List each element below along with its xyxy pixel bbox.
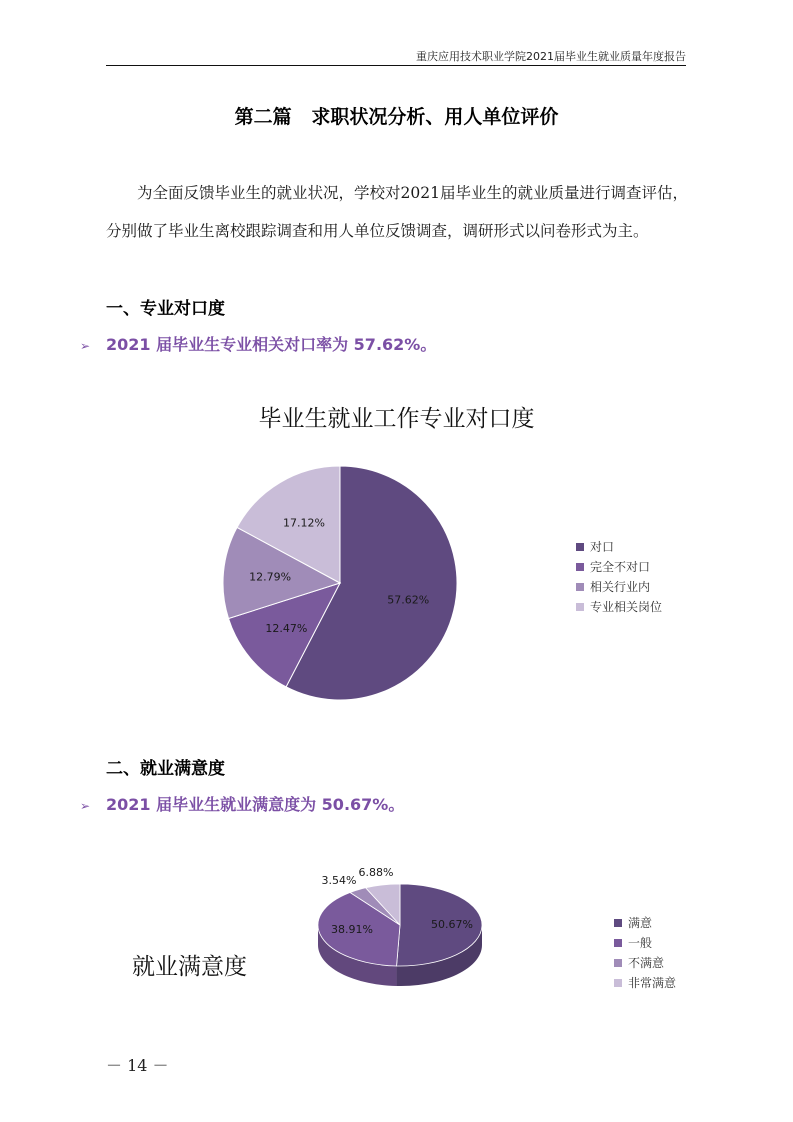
data-label-2: 12.79% (249, 570, 292, 584)
data-label-2-2: 3.54% (321, 874, 357, 887)
legend-entry-1-1: 完全不对口 (590, 560, 651, 574)
page-number: － 14 － (106, 1056, 169, 1075)
legend-entry-2-0: 满意 (628, 916, 653, 930)
legend-entry-1-3: 专业相关岗位 (590, 600, 663, 614)
arrow-right-icon: ➢ (80, 799, 91, 813)
section-heading-major-match: 一、专业对口度 (106, 299, 225, 319)
data-label-1: 12.47% (265, 622, 308, 636)
running-header: 重庆应用技术职业学院2021届毕业生就业质量年度报告 (416, 50, 686, 63)
data-label-2-1: 38.91% (331, 923, 373, 936)
legend-swatch-2-1 (614, 939, 622, 947)
chart-title-major-match: 毕业生就业工作专业对口度 (258, 406, 535, 432)
chapter-title: 第二篇 求职状况分析、用人单位评价 (234, 106, 559, 128)
legend-swatch-2-2 (614, 959, 622, 967)
section-heading-satisfaction: 二、就业满意度 (106, 759, 225, 779)
arrow-right-icon: ➢ (80, 339, 91, 353)
data-label-0: 57.62% (387, 593, 430, 607)
legend-swatch-1-2 (576, 583, 584, 591)
legend-swatch-1-1 (576, 563, 584, 571)
data-label-3: 17.12% (283, 516, 326, 530)
legend-entry-2-1: 一般 (628, 936, 653, 950)
legend-entry-2-2: 不满意 (628, 956, 665, 970)
legend-entry-2-3: 非常满意 (628, 976, 677, 990)
data-label-2-3: 6.88% (358, 866, 394, 879)
legend-swatch-1-3 (576, 603, 584, 611)
legend-swatch-1-0 (576, 543, 584, 551)
bullet-text: 2021 届毕业生专业相关对口率为 57.62%。 (106, 335, 437, 354)
intro-paragraph: 为全面反馈毕业生的就业状况，学校对2021届毕业生的就业质量进行调查评估，分别做了毕业生离校跟踪调查和用人单位反馈调查，调研形式以问卷形式为主。 (106, 184, 688, 240)
legend-swatch-2-0 (614, 919, 622, 927)
legend-entry-1-2: 相关行业内 (590, 580, 651, 594)
chart-title-satisfaction: 就业满意度 (132, 954, 247, 980)
legend-swatch-2-3 (614, 979, 622, 987)
legend-entry-1-0: 对口 (590, 540, 615, 554)
bullet-text: 2021 届毕业生就业满意度为 50.67%。 (106, 795, 405, 814)
data-label-2-0: 50.67% (431, 918, 473, 931)
